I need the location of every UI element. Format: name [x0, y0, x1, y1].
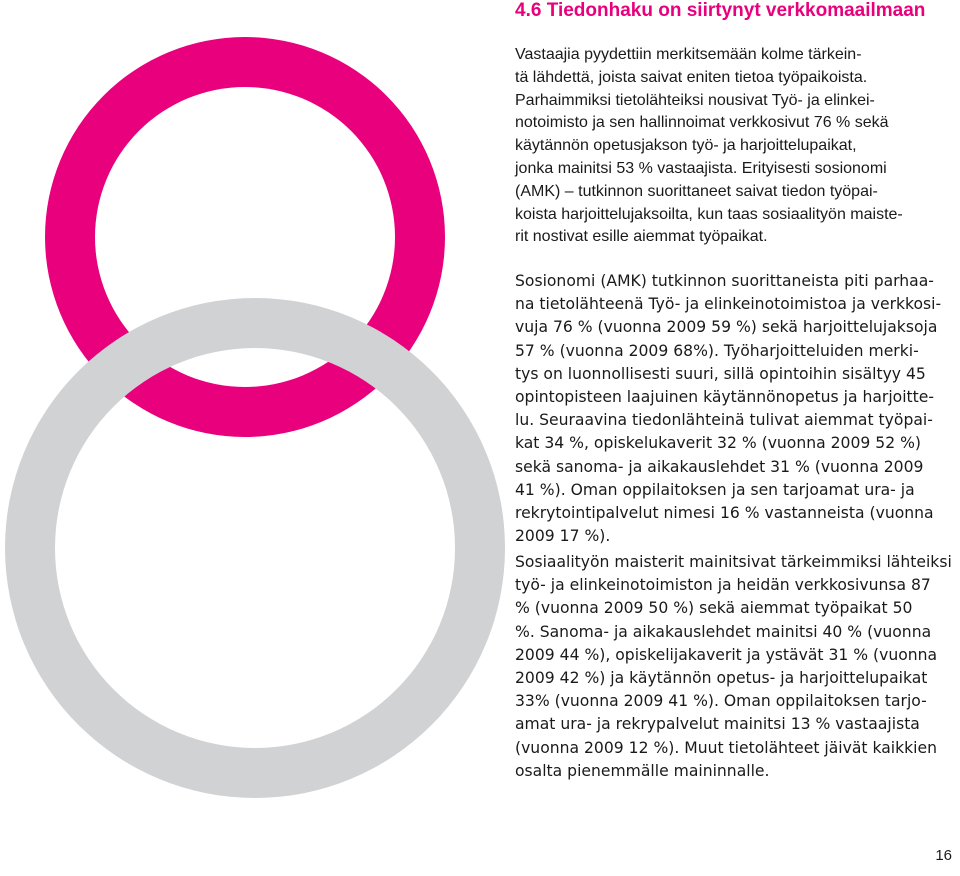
text-line: kat 34 %, opiskelukaverit 32 % (vuonna 2009 52 %) [515, 434, 921, 453]
text-line: tys on luonnollisesti suuri, sillä opintoihin sisältyy 45 [515, 364, 926, 383]
text-line: lu. Seuraavina tiedonlähteinä tulivat aiemmat työpai- [515, 411, 933, 430]
text-line: Sosionomi (AMK) tutkinnon suorittaneista piti parhaa- [515, 272, 934, 290]
text-line: 2009 44 %), opiskelijakaverit ja ystävät 31 % (vuonna [515, 645, 938, 664]
text-line: %. Sanoma- ja aikakauslehdet mainitsi 40 % (vuonna [515, 622, 932, 641]
text-line: rit nostivat esille aiemmat työpaikat. [515, 228, 768, 246]
text-line: notoimisto ja sen hallinnoimat verkkosivut 76 % sekä [515, 114, 889, 132]
text-line: Vastaajia pyydettiin merkitsemään kolme tärkein- [515, 46, 862, 63]
paragraph-1 [515, 44, 955, 249]
text-line: (AMK) – tutkinnon suorittaneet saivat tiedon työpai- [515, 182, 878, 200]
section-heading: 4.6 Tiedonhaku on siirtynyt verkkomaailmaan [515, 0, 926, 21]
text-line: 2009 17 %). [515, 527, 611, 546]
text-line: osalta pienemmälle maininnalle. [515, 761, 770, 780]
text-line: (vuonna 2009 12 %). Muut tietolähteet jäivät kaikkien [515, 738, 937, 757]
text-line: koista harjoittelujaksoilta, kun taas sosiaalityön maiste- [515, 205, 903, 223]
text-line: 57 % (vuonna 2009 68%). Työharjoitteluiden merki- [515, 341, 919, 360]
text-line: sekä sanoma- ja aikakauslehdet 31 % (vuonna 2009 [515, 457, 924, 476]
paragraph-3 [515, 551, 955, 783]
text-line: 2009 42 %) ja käytännön opetus- ja harjoittelupaikat [515, 669, 928, 688]
paragraph-2 [515, 270, 955, 548]
grey-ring [5, 298, 505, 798]
text-line: vuja 76 % (vuonna 2009 59 %) sekä harjoittelujaksoja [515, 318, 938, 337]
text-line: Parhaimmiksi tietolähteiksi nousivat Työ- ja elinkei- [515, 91, 875, 109]
text-line: amat ura- ja rekrypalvelut mainitsi 13 % vastaajista [515, 715, 920, 734]
text-line: 41 %). Oman oppilaitoksen ja sen tarjoamat ura- ja [515, 480, 915, 499]
text-line: % (vuonna 2009 50 %) sekä aiemmat työpaikat 50 [515, 599, 913, 618]
text-line: jonka mainitsi 53 % vastaajista. Erityisesti sosionomi [515, 159, 887, 177]
text-line: Sosiaalityön maisterit mainitsivat tärkeimmiksi lähteiksi [515, 553, 952, 571]
text-line: na tietolähteenä Työ- ja elinkeinotoimistoa ja verkkosi- [515, 295, 942, 314]
text-line: opintopisteen laajuinen käytännönopetus ja harjoitte- [515, 388, 934, 407]
page-number: 16 [935, 847, 952, 864]
text-line: rekrytointipalvelut nimesi 16 % vastanneista (vuonna [515, 504, 934, 523]
text-line: 33% (vuonna 2009 41 %). Oman oppilaitoksen tarjo- [515, 692, 927, 711]
text-line: työ- ja elinkeinotoimiston ja heidän verkkosivunsa 87 [515, 576, 931, 595]
text-line: käytännön opetusjakson työ- ja harjoittelupaikat, [515, 137, 857, 155]
text-line: tä lähdettä, joista saivat eniten tietoa työpaikoista. [515, 68, 868, 86]
